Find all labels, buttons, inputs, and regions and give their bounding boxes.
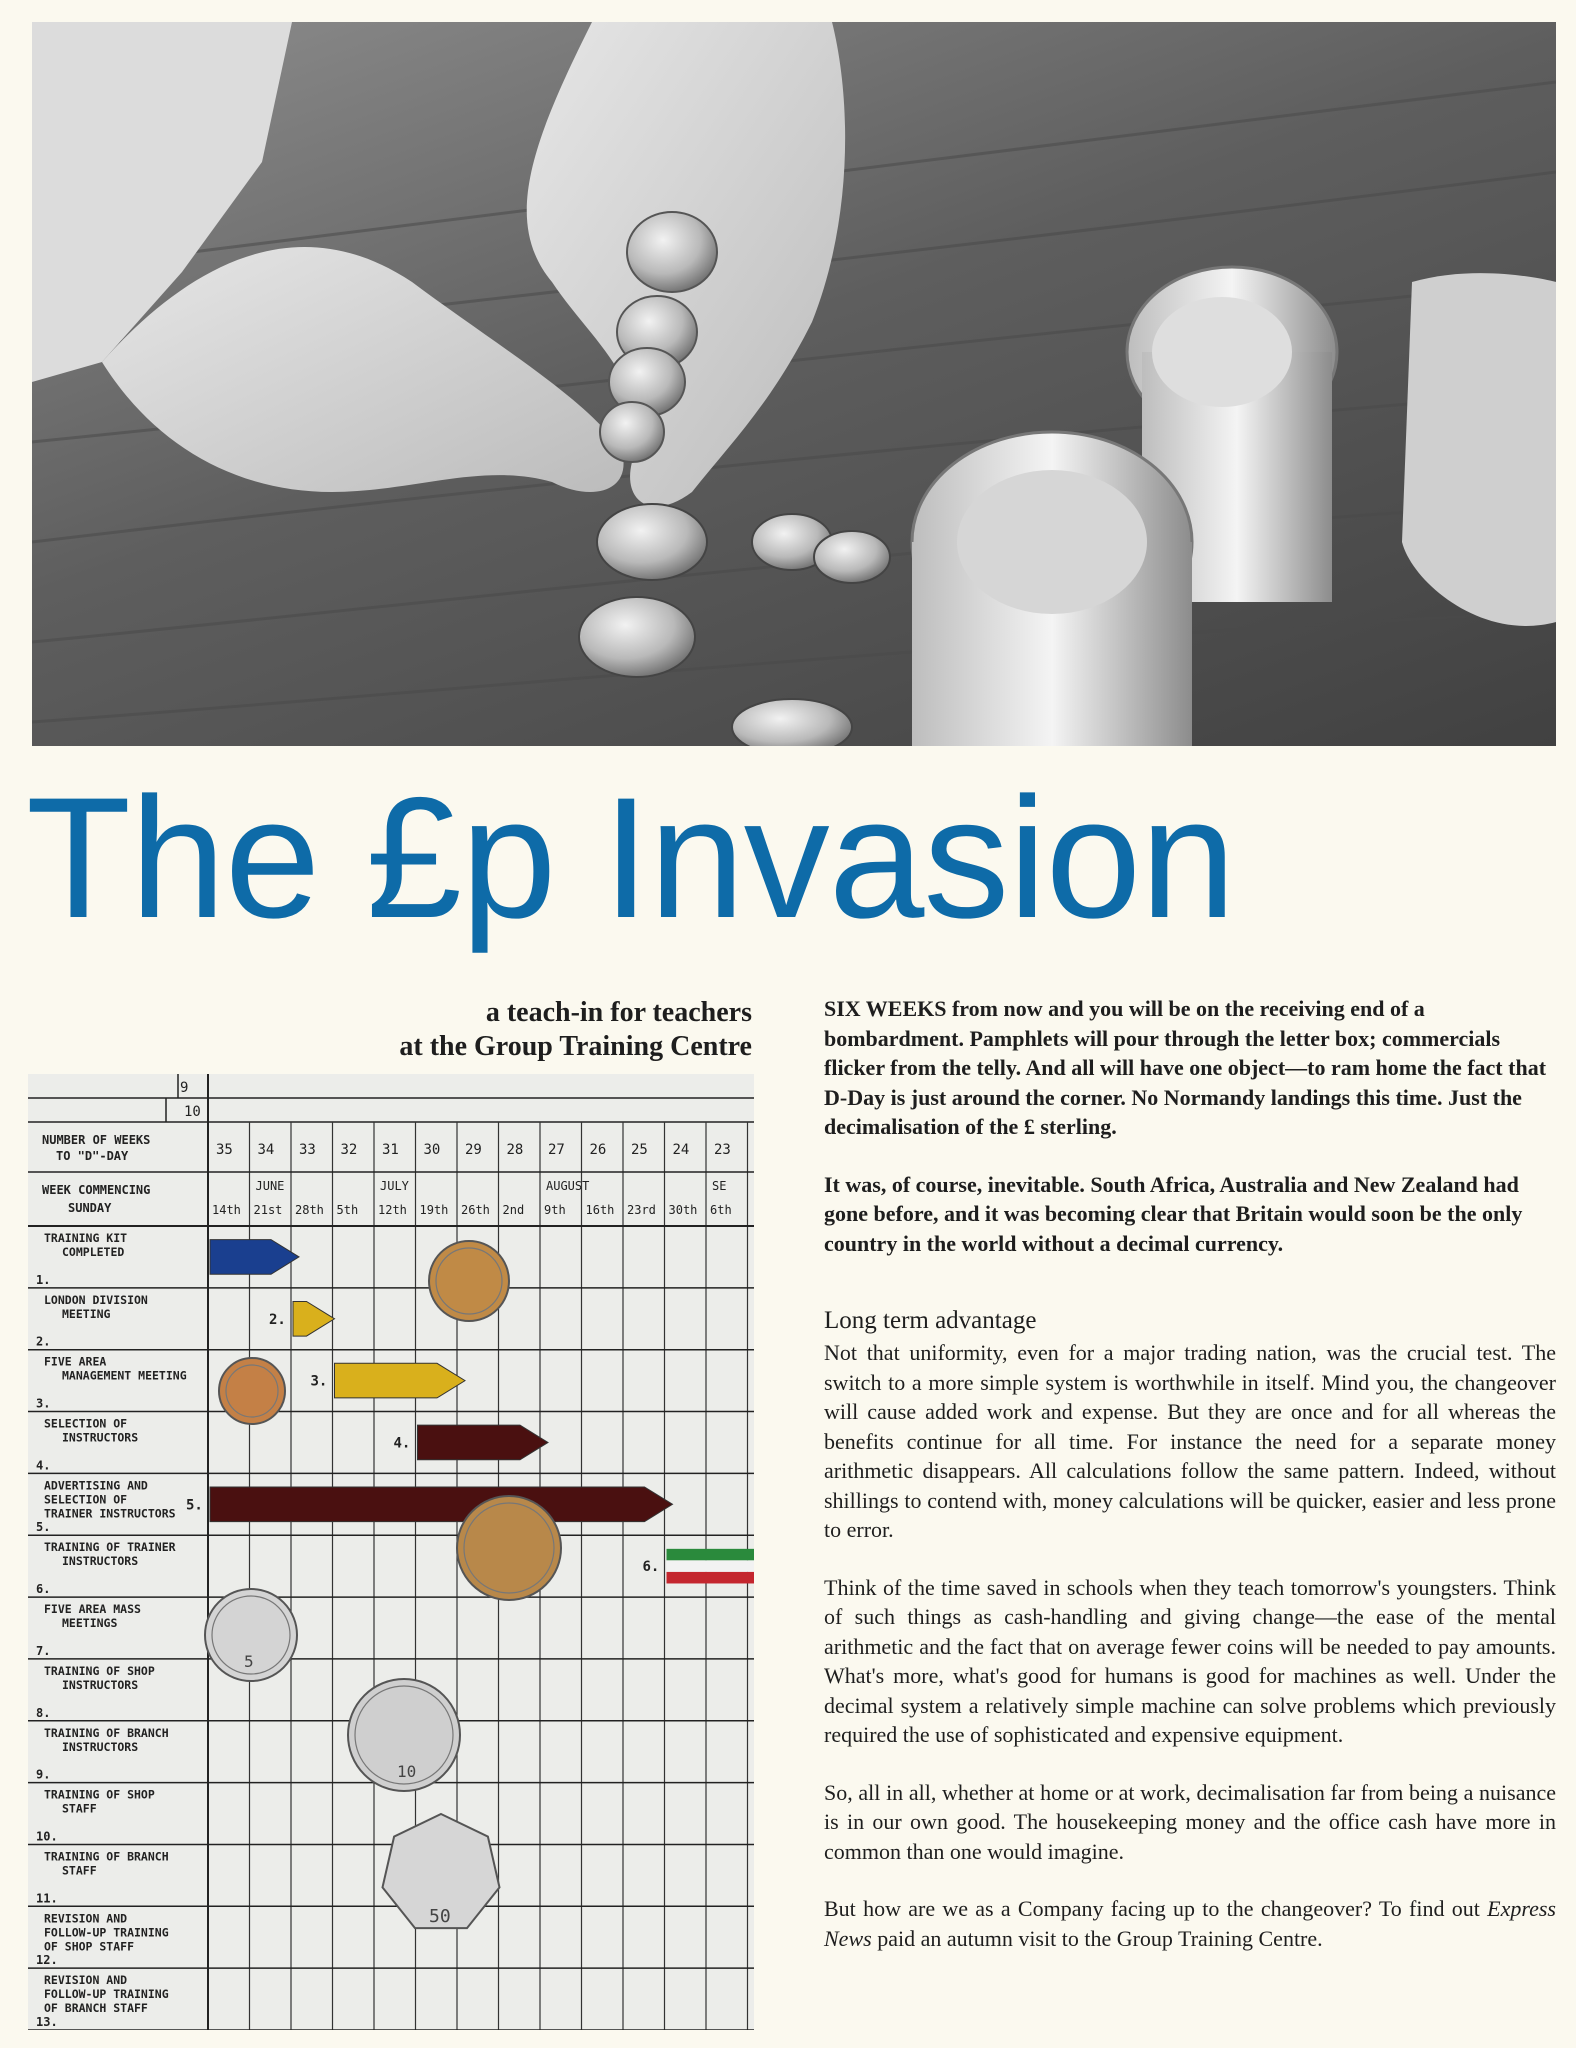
task-bar bbox=[667, 1572, 755, 1584]
month-label: SE bbox=[712, 1179, 727, 1193]
task-number: 12. bbox=[36, 1953, 58, 1968]
task-label: FIVE AREA MASS bbox=[44, 1602, 141, 1617]
body-paragraph-3: So, all in all, whether at home or at work, decimalisation far from being a nuisance is in our own good. The housekeeping money and the office cash have more in common than one would imagine. bbox=[824, 1779, 1556, 1864]
subtitle-line-2: at the Group Training Centre bbox=[399, 1031, 752, 1062]
task-number: 5. bbox=[36, 1520, 51, 1535]
date-label: 6th bbox=[710, 1203, 732, 1217]
date-label: 28th bbox=[295, 1203, 324, 1217]
fifty-pence-coin-value: 50 bbox=[429, 1906, 451, 1927]
task-number: 13. bbox=[36, 2015, 58, 2029]
week-number-label: 28 bbox=[506, 1142, 524, 1158]
schedule-grid bbox=[28, 1074, 754, 2030]
task-label: TRAINING OF SHOP bbox=[44, 1787, 155, 1802]
silver-coin-value: 5 bbox=[244, 1652, 254, 1671]
task-label: TRAINING OF TRAINER bbox=[44, 1540, 176, 1555]
week-number-label: 33 bbox=[299, 1142, 316, 1158]
week-number-label: 30 bbox=[423, 1142, 441, 1158]
week-number-label: 29 bbox=[465, 1142, 482, 1158]
task-label: COMPLETED bbox=[62, 1245, 125, 1259]
task-label: MEETINGS bbox=[62, 1616, 118, 1631]
task-label: INSTRUCTORS bbox=[62, 1430, 139, 1445]
task-label: OF BRANCH STAFF bbox=[44, 2001, 148, 2016]
lead-paragraph-2: It was, of course, inevitable. South Africa, Australia and New Zealand had gone before, and it was becoming clear that Britain would soon be the only country in the world without a decimal currency. bbox=[824, 1171, 1523, 1256]
week-number-label: 24 bbox=[672, 1142, 690, 1158]
task-bar-number: 5. bbox=[186, 1497, 203, 1514]
publication-name: Express News bbox=[824, 1896, 1556, 1951]
week-commencing-label: SUNDAY bbox=[68, 1201, 112, 1215]
date-label: 14th bbox=[212, 1203, 241, 1217]
task-label: TRAINING OF BRANCH bbox=[44, 1849, 169, 1864]
task-bar bbox=[418, 1425, 549, 1460]
article-body bbox=[824, 994, 1556, 1953]
date-label: 23rd bbox=[627, 1203, 656, 1217]
body-paragraph-4-end: paid an autumn visit to the Group Training Centre. bbox=[877, 1925, 1323, 1951]
date-label: 19th bbox=[419, 1203, 449, 1217]
date-label: 30th bbox=[668, 1203, 698, 1217]
body-paragraph-1: Not that uniformity, even for a major trading nation, was the crucial test. The switch to a more simple system is worthwhile in itself. Mind you, the changeover will cause added work and expense. But they are once and for all whereas the benefits continue for all time. For instance the need for a separate money arithmetic disappears. All calculations follow the same pattern. Indeed, without shillings to contend with, money calculations will be quicker, easier and less prone to error. bbox=[824, 1340, 1556, 1542]
week-number-label: 34 bbox=[257, 1142, 275, 1158]
body-paragraph-4 bbox=[824, 1894, 1556, 1953]
task-bar-number: 2. bbox=[269, 1311, 286, 1328]
month-label: AUGUST bbox=[546, 1179, 590, 1193]
page-title: The £p Invasion bbox=[26, 762, 1235, 954]
task-number: 8. bbox=[36, 1705, 51, 1720]
lead-paragraph: SIX WEEKS from now and you will be on the receiving end of a bombardment. Pamphlets will pour through the letter box; commercials flicker from the telly. And all will have one object—to ram home the fact that D-Day is just around the corner. No Normandy landings this time. Just the decimalisation of the £ sterling. bbox=[824, 996, 1547, 1139]
date-label: 9th bbox=[544, 1203, 566, 1217]
subtitle-line-1: a teach-in for teachers bbox=[485, 997, 752, 1028]
task-label: STAFF bbox=[62, 1863, 97, 1878]
task-number: 1. bbox=[36, 1272, 51, 1287]
task-label: MANAGEMENT MEETING bbox=[62, 1368, 187, 1383]
subtitle bbox=[399, 996, 752, 1064]
bronze-coin bbox=[429, 1241, 509, 1321]
task-label: TRAINER INSTRUCTORS bbox=[44, 1506, 176, 1521]
task-label: ADVERTISING AND bbox=[44, 1478, 148, 1493]
task-number: 11. bbox=[36, 1891, 58, 1906]
task-bar-number: 3. bbox=[310, 1373, 328, 1390]
task-number: 6. bbox=[36, 1582, 51, 1597]
week-number-label: 25 bbox=[631, 1142, 648, 1158]
task-label: MEETING bbox=[62, 1306, 111, 1321]
task-label: INSTRUCTORS bbox=[62, 1677, 139, 1692]
task-label: INSTRUCTORS bbox=[62, 1554, 139, 1569]
training-schedule-chart bbox=[28, 1074, 754, 2030]
date-label: 2nd bbox=[502, 1203, 525, 1217]
month-label: JUNE bbox=[255, 1179, 285, 1193]
week-number-label: 31 bbox=[382, 1142, 399, 1158]
task-number: 9. bbox=[36, 1767, 51, 1782]
weeks-header-label: NUMBER OF WEEKS bbox=[42, 1133, 151, 1147]
task-label: INSTRUCTORS bbox=[62, 1739, 139, 1754]
task-label: SELECTION OF bbox=[44, 1492, 128, 1507]
date-label: 26th bbox=[461, 1203, 490, 1217]
task-label: FOLLOW-UP TRAINING bbox=[44, 1987, 169, 2002]
task-bar bbox=[293, 1301, 335, 1336]
task-number: 4. bbox=[36, 1458, 51, 1473]
task-label: REVISION AND bbox=[44, 1973, 128, 1988]
hands-coins-tins-illustration bbox=[32, 22, 1556, 746]
top-row-label: 9 bbox=[180, 1080, 189, 1096]
top-row-label: 10 bbox=[184, 1104, 201, 1120]
task-label: TRAINING OF BRANCH bbox=[44, 1725, 169, 1740]
task-bar bbox=[667, 1560, 755, 1572]
date-label: 21st bbox=[253, 1203, 283, 1217]
task-number: 3. bbox=[36, 1396, 51, 1411]
task-label: REVISION AND bbox=[44, 1911, 128, 1926]
task-number: 2. bbox=[36, 1334, 51, 1349]
week-number-label: 32 bbox=[340, 1142, 358, 1158]
task-bar bbox=[210, 1487, 673, 1522]
task-bar bbox=[667, 1549, 755, 1561]
date-label: 12th bbox=[378, 1203, 407, 1217]
month-label: JULY bbox=[380, 1179, 409, 1193]
task-label: OF SHOP STAFF bbox=[44, 1939, 135, 1954]
week-number-label: 27 bbox=[548, 1142, 565, 1158]
task-label: FOLLOW-UP TRAINING bbox=[44, 1925, 169, 1940]
task-number: 10. bbox=[36, 1829, 58, 1844]
body-paragraph-4-start: But how are we as a Company facing up to the changeover? To find out bbox=[824, 1896, 1480, 1921]
task-label: LONDON DIVISION bbox=[44, 1292, 148, 1307]
task-label: STAFF bbox=[62, 1801, 97, 1816]
bronze-coin bbox=[219, 1358, 285, 1424]
week-number-label: 35 bbox=[216, 1142, 233, 1158]
date-label: 5th bbox=[336, 1203, 359, 1217]
weeks-header-label: TO "D"-DAY bbox=[56, 1149, 129, 1163]
date-label: 16th bbox=[585, 1203, 615, 1217]
week-commencing-label: WEEK COMMENCING bbox=[42, 1183, 151, 1197]
week-number-label: 23 bbox=[714, 1142, 731, 1158]
silver-coin-value: 10 bbox=[397, 1762, 417, 1781]
task-bar-number: 4. bbox=[393, 1435, 411, 1452]
section-heading: Long term advantage bbox=[824, 1307, 1037, 1334]
task-label: FIVE AREA bbox=[44, 1354, 107, 1369]
task-bar-number: 6. bbox=[642, 1559, 660, 1576]
task-bar bbox=[210, 1240, 299, 1275]
week-number-label: 26 bbox=[589, 1142, 607, 1158]
task-label: SELECTION OF bbox=[44, 1416, 128, 1431]
task-label: TRAINING KIT bbox=[44, 1231, 128, 1245]
task-label: TRAINING OF SHOP bbox=[44, 1663, 155, 1678]
hero-photo bbox=[32, 22, 1556, 746]
task-bar bbox=[335, 1363, 466, 1398]
task-number: 7. bbox=[36, 1643, 51, 1658]
bronze-coin bbox=[457, 1496, 561, 1600]
body-paragraph-2: Think of the time saved in schools when they teach tomorrow's youngsters. Think of such things as cash-handling and giving change—the ease of the mental arithmetic and the fact that on average fewer coins will be needed to pay amounts. What's more, what's good for humans is good for machines as well. Under the decimal system a relatively simple machine can solve problems which previously required the use of sophisticated and expensive equipment. bbox=[824, 1574, 1556, 1747]
